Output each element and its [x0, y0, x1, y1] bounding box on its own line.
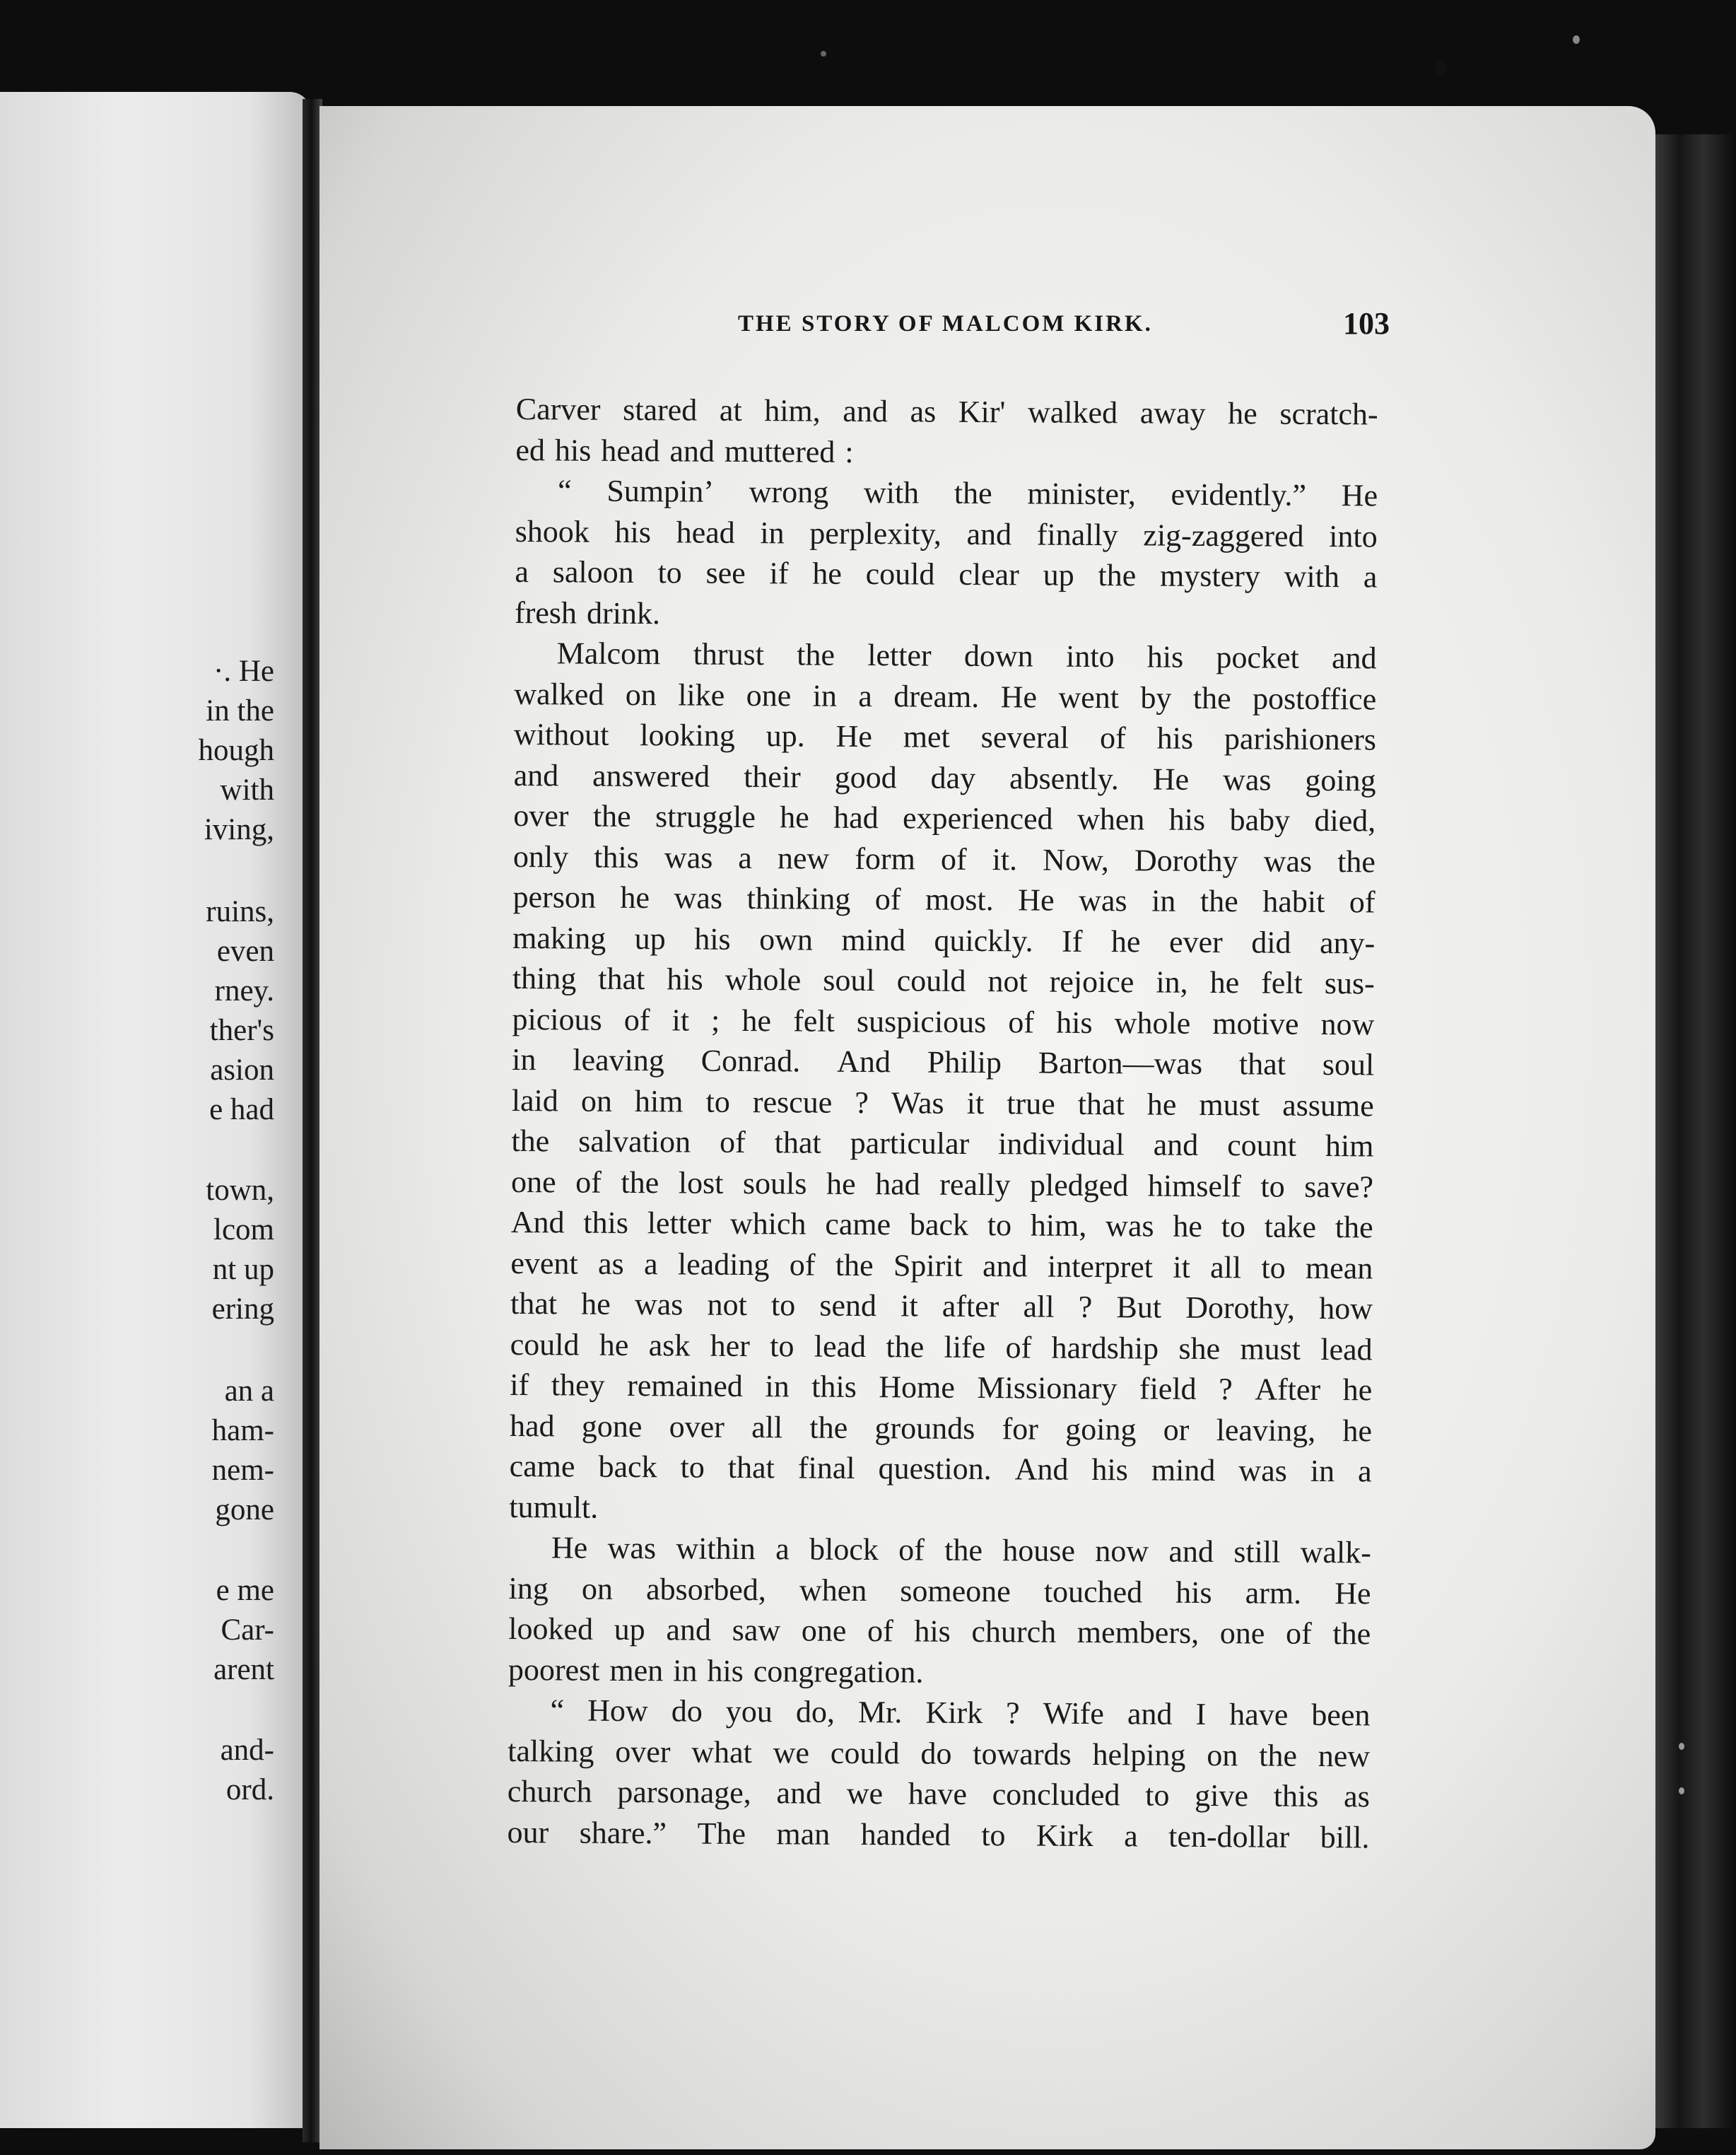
left-page-fragment: nt up — [212, 1253, 274, 1286]
text-line: over the struggle he had experienced when his baby died, — [513, 798, 1376, 839]
left-page-fragment: with — [220, 773, 274, 807]
left-page-fragment: nem- — [211, 1454, 274, 1487]
left-page-fragment: ham- — [211, 1414, 274, 1447]
running-head: THE STORY OF MALCOM KIRK. — [738, 311, 1153, 337]
scan-speck — [821, 51, 826, 57]
scan-speck — [1679, 1743, 1684, 1750]
text-line: He was within a block of the house now and still walk- — [551, 1530, 1372, 1570]
left-page-fragment: ·. He — [213, 655, 274, 688]
text-line: a saloon to see if he could clear up the mystery with a — [515, 554, 1378, 595]
left-page-fragment: ord. — [225, 1773, 274, 1806]
left-page-fragment: in the — [206, 694, 274, 728]
text-line: our share.” The man handed to Kirk a ten-dollar bill. — [507, 1814, 1370, 1855]
left-page-fragment: iving, — [204, 813, 274, 846]
left-page — [0, 92, 311, 2128]
text-line: ing on absorbed, when someone touched his arm. He — [508, 1570, 1371, 1611]
text-line: “ Sumpin’ wrong with the minister, evidently.” He — [557, 473, 1378, 513]
left-page-fragment: town, — [206, 1174, 274, 1207]
text-line: only this was a new form of it. Now, Dorothy was the — [512, 839, 1376, 879]
text-line: laid on him to rescue ? Was it true that he must assume — [511, 1082, 1374, 1123]
left-page-fragment: and- — [220, 1734, 274, 1767]
text-line: picious of it ; he felt suspicious of his whole motive now — [512, 1001, 1375, 1041]
left-page-fragment: asion — [210, 1053, 274, 1087]
text-line: Malcom thrust the letter down into his pocket and — [556, 636, 1377, 676]
text-line: could he ask her to lead the life of hardship she must lead — [510, 1326, 1373, 1367]
text-line: talking over what we could do towards helping on the new — [508, 1733, 1371, 1773]
left-page-fragment: ther's — [209, 1014, 274, 1047]
text-line: Carver stared at him, and as Kir' walked away he scratch- — [515, 391, 1378, 432]
text-line: “ How do you do, Mr. Kirk ? Wife and I have been — [550, 1693, 1371, 1733]
text-line: thing that his whole soul could not rejoice in, he felt sus- — [512, 960, 1375, 1001]
text-line: came back to that final question. And his mind was in a — [509, 1448, 1372, 1489]
page-edges — [1655, 134, 1736, 2128]
text-line: and answered their good day absently. He was going — [513, 757, 1376, 798]
scan-speck — [1573, 35, 1580, 44]
scan-speck — [1435, 60, 1448, 76]
text-line: without looking up. He met several of his parishioners — [513, 716, 1377, 757]
text-line: poorest men in his congregation. — [508, 1652, 924, 1690]
text-line: if they remained in this Home Missionary field ? After he — [510, 1367, 1373, 1408]
text-line: shook his head in perplexity, and finally zig-zaggered into — [515, 513, 1378, 554]
text-line: had gone over all the grounds for going or leaving, he — [509, 1408, 1373, 1448]
text-line: that he was not to send it after all ? But Dorothy, how — [510, 1285, 1373, 1326]
left-page-fragment: an a — [224, 1374, 274, 1408]
text-line: tumult. — [509, 1489, 599, 1525]
text-line: ed his head and muttered : — [515, 432, 854, 469]
left-page-fragment: hough — [198, 734, 274, 767]
left-page-fragment: even — [216, 935, 274, 968]
text-line: looked up and saw one of his church members, one of the — [508, 1611, 1371, 1652]
left-page-fragment: Car- — [221, 1613, 274, 1647]
left-page-fragment: e me — [216, 1574, 274, 1607]
left-page-fragment: rney. — [214, 974, 274, 1008]
text-line: person he was thinking of most. He was in the habit of — [512, 879, 1376, 920]
body-text — [507, 389, 1378, 1857]
left-page-fragment: ruins, — [206, 895, 274, 928]
left-page-fragment: ering — [211, 1292, 274, 1326]
text-line: one of the lost souls he had really pledged himself to save? — [511, 1164, 1374, 1204]
text-line: making up his own mind quickly. If he ever did any- — [512, 920, 1376, 960]
left-page-fragment: lcom — [213, 1213, 274, 1246]
text-line: fresh drink. — [514, 595, 661, 631]
page-number: 103 — [1343, 306, 1390, 341]
text-line: event as a leading of the Spirit and interpret it all to mean — [510, 1245, 1373, 1285]
text-line: in leaving Conrad. And Philip Barton—was that soul — [512, 1041, 1375, 1082]
scan-speck — [1679, 1787, 1684, 1794]
left-page-fragment: gone — [215, 1493, 274, 1526]
text-line: the salvation of that particular individual and count him — [511, 1123, 1374, 1164]
left-page-fragment: arent — [213, 1653, 274, 1686]
text-line: church parsonage, and we have concluded to give this as — [507, 1773, 1370, 1814]
text-line: And this letter which came back to him, was he to take the — [510, 1204, 1373, 1245]
text-line: walked on like one in a dream. He went by the postoffice — [514, 676, 1377, 716]
left-page-fragment: e had — [209, 1093, 274, 1126]
